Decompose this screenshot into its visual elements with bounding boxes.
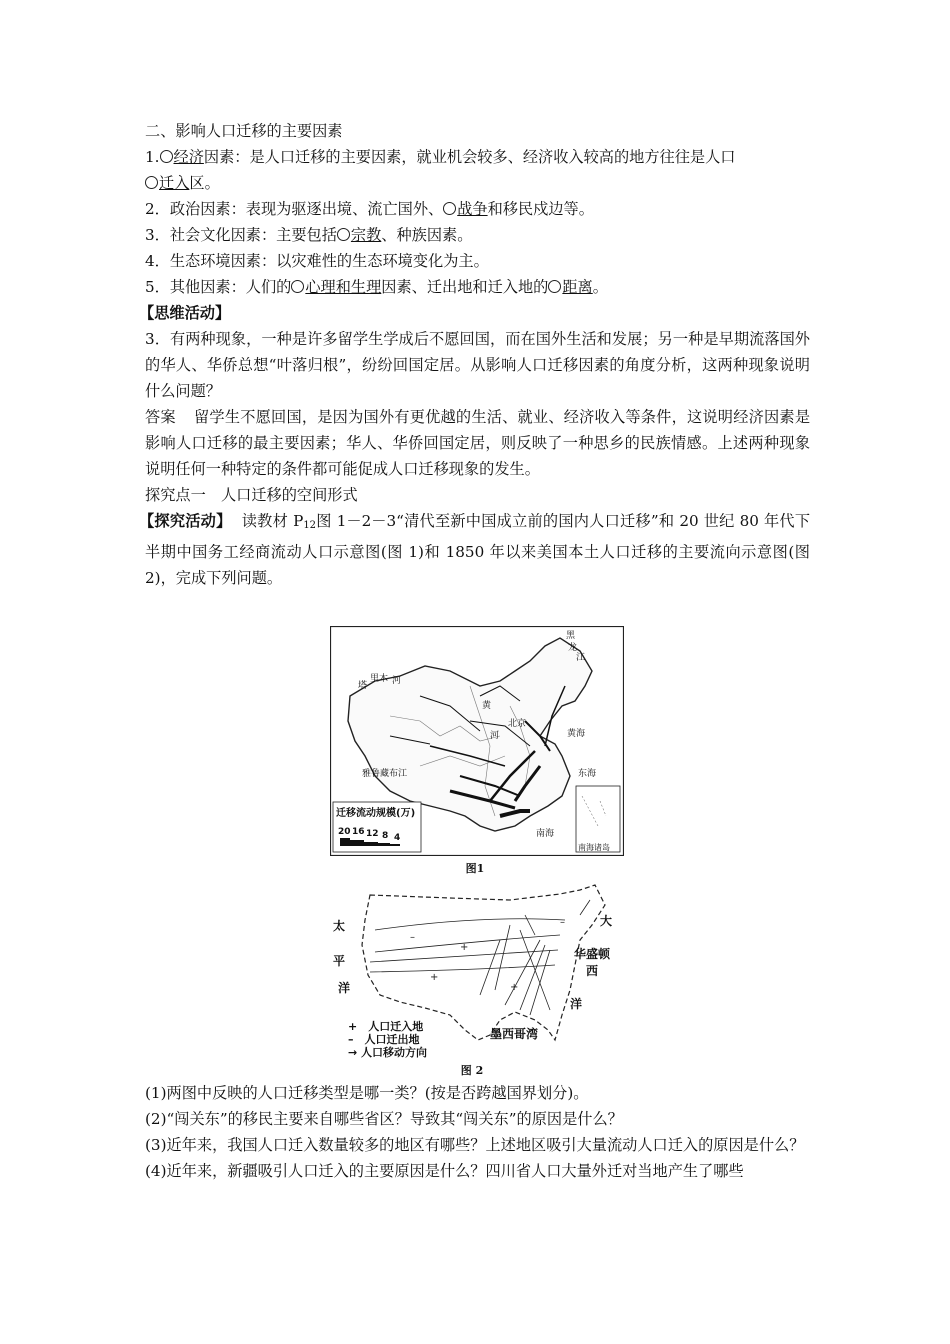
- intro-text: 读教材 P: [241, 512, 304, 530]
- thinking-activity-label: 【思维活动】: [139, 304, 231, 322]
- label-donghai: 东海: [578, 769, 597, 779]
- label-xi: 西: [586, 964, 599, 978]
- circle-marker-icon: [443, 202, 456, 215]
- label-river: 河: [490, 731, 500, 741]
- label-yang2: 洋: [570, 997, 583, 1011]
- circle-marker-icon: [291, 280, 304, 293]
- term-economic: 经济: [173, 148, 204, 166]
- figure1-china-map: [330, 626, 624, 856]
- circle-marker-icon: [337, 228, 350, 241]
- term-war: 战争: [457, 200, 488, 218]
- legend-scale-12: 12: [366, 829, 379, 839]
- item-text: 3．社会文化因素：主要包括: [145, 226, 337, 244]
- item-text: 和移民戍边等。: [487, 200, 594, 218]
- questions-list: [145, 1080, 810, 1184]
- legend-scale-4: 4: [394, 833, 401, 843]
- item-text: 、种族因素。: [381, 226, 473, 244]
- intro-text: 图 1－2－3“清代至新中国成立前的国内人口迁移”和 20 世纪 80 年代下半期中国务工经商流动人口示意图(图 1)和 1850 年以来美国本土人口迁移的主要流向示意图(图 2)，完成下列问题。: [145, 512, 811, 587]
- term-psychology: 心理和生理: [305, 278, 382, 296]
- item-text: 5．其他因素：人们的: [145, 278, 292, 296]
- figure1-caption: 图1: [465, 862, 485, 875]
- label-gulf: 墨西哥湾: [490, 1027, 539, 1041]
- section-heading: 二、影响人口迁移的主要因素: [145, 122, 343, 140]
- circle-marker-icon: [145, 176, 158, 189]
- circle-marker-icon: [160, 150, 173, 163]
- label-ping: 平: [333, 954, 346, 968]
- plus-sign-icon: +: [460, 942, 469, 953]
- legend-outflow: – 人口迁出地: [348, 1033, 420, 1046]
- question-4: (4)近年来，新疆吸引人口迁入的主要原因是什么？四川省人口大量外迁对当地产生了哪些: [145, 1162, 744, 1180]
- factor-economic: [145, 144, 810, 196]
- item-text: 因素：是人口迁移的主要因素，就业机会较多、经济收入较高的地方往往是人口: [203, 148, 736, 166]
- factor-political: [145, 196, 810, 222]
- term-distance: 距离: [562, 278, 593, 296]
- answer-label: 答案: [145, 408, 176, 426]
- question-3: (3)近年来，我国人口迁入数量较多的地区有哪些？上述地区吸引大量流动人口迁入的原因是什么？: [145, 1136, 805, 1154]
- label-long: 龙: [568, 643, 578, 653]
- item-number: 1.: [145, 148, 160, 166]
- legend-title: 迁移流动规模(万): [336, 808, 416, 819]
- page-subscript: 12: [303, 520, 317, 531]
- label-islands: 南海诸岛: [578, 843, 610, 852]
- item-text: 2．政治因素：表现为驱逐出境、流亡国外、: [145, 200, 444, 218]
- label-tai: 太: [333, 919, 346, 933]
- legend-inflow: + 人口迁入地: [348, 1020, 424, 1033]
- thinking-question: 3．有两种现象，一种是许多留学生学成后不愿回国，而在国外生活和发展；另一种是早期流落国外的华人、华侨总想“叶落归根”，纷纷回国定居。从影响人口迁移因素的角度分析，这两种现象说明什么问题？: [145, 330, 810, 400]
- figure2-usa-map: [330, 880, 620, 1060]
- minus-sign-icon: –: [560, 917, 565, 928]
- label-yarlung: 雅鲁藏布江: [362, 769, 408, 779]
- plus-sign-icon: +: [510, 982, 519, 993]
- term-religion: 宗教: [350, 226, 382, 244]
- factor-other: [145, 274, 810, 300]
- label-ta: 塔: [358, 681, 368, 691]
- label-hei: 黑: [566, 631, 576, 641]
- item-text: 因素、迁出地和迁入地的: [381, 278, 549, 296]
- label-washington: 华盛顿: [574, 947, 611, 961]
- label-yang: 洋: [338, 981, 351, 995]
- label-nanhai: 南海: [536, 829, 555, 839]
- label-huang: 黄: [482, 701, 492, 711]
- usa-outline: [362, 885, 605, 1040]
- question-1: (1)两图中反映的人口迁移类型是哪一类？(按是否跨越国界划分)。: [145, 1084, 589, 1102]
- explore-title: 探究点一 人口迁移的空间形式: [145, 486, 358, 504]
- label-he: 河: [392, 676, 402, 686]
- document-body: [139, 118, 811, 591]
- circle-marker-icon: [548, 280, 561, 293]
- label-beijing: 北京: [508, 719, 527, 729]
- figure2-caption: 图 2: [460, 1064, 484, 1077]
- item-text: 。: [592, 278, 608, 296]
- label-huanghai: 黄海: [567, 729, 586, 739]
- legend-direction: → 人口移动方向: [348, 1046, 428, 1059]
- plus-sign-icon: +: [430, 972, 439, 983]
- thinking-answer: [145, 404, 810, 482]
- label-da: 大: [600, 914, 613, 928]
- minus-sign-icon: –: [410, 932, 415, 943]
- explore-intro: [139, 508, 811, 591]
- item-text: 区。: [189, 174, 220, 192]
- label-limu: 里木: [370, 674, 389, 684]
- label-jiang: 江: [576, 653, 586, 663]
- legend-scale-16: 16: [352, 827, 365, 837]
- legend-scale-8: 8: [382, 831, 389, 841]
- term-immigration: 迁入: [159, 174, 190, 192]
- answer-text: 留学生不愿回国，是因为国外有更优越的生活、就业、经济收入等条件，这说明经济因素是影响人口迁移的最主要因素；华人、华侨回国定居，则反映了一种思乡的民族情感。上述两种现象说明任何一种特定的条件都可能促成人口迁移现象的发生。: [145, 408, 811, 478]
- factor-ecology: 4．生态环境因素：以灾难性的生态环境变化为主。: [145, 252, 489, 270]
- question-2: (2)“闯关东”的移民主要来自哪些省区？导致其“闯关东”的原因是什么？: [145, 1110, 623, 1128]
- factor-social: [145, 222, 810, 248]
- legend-scale-20: 20: [338, 827, 351, 837]
- explore-label: 【探究活动】: [139, 512, 232, 530]
